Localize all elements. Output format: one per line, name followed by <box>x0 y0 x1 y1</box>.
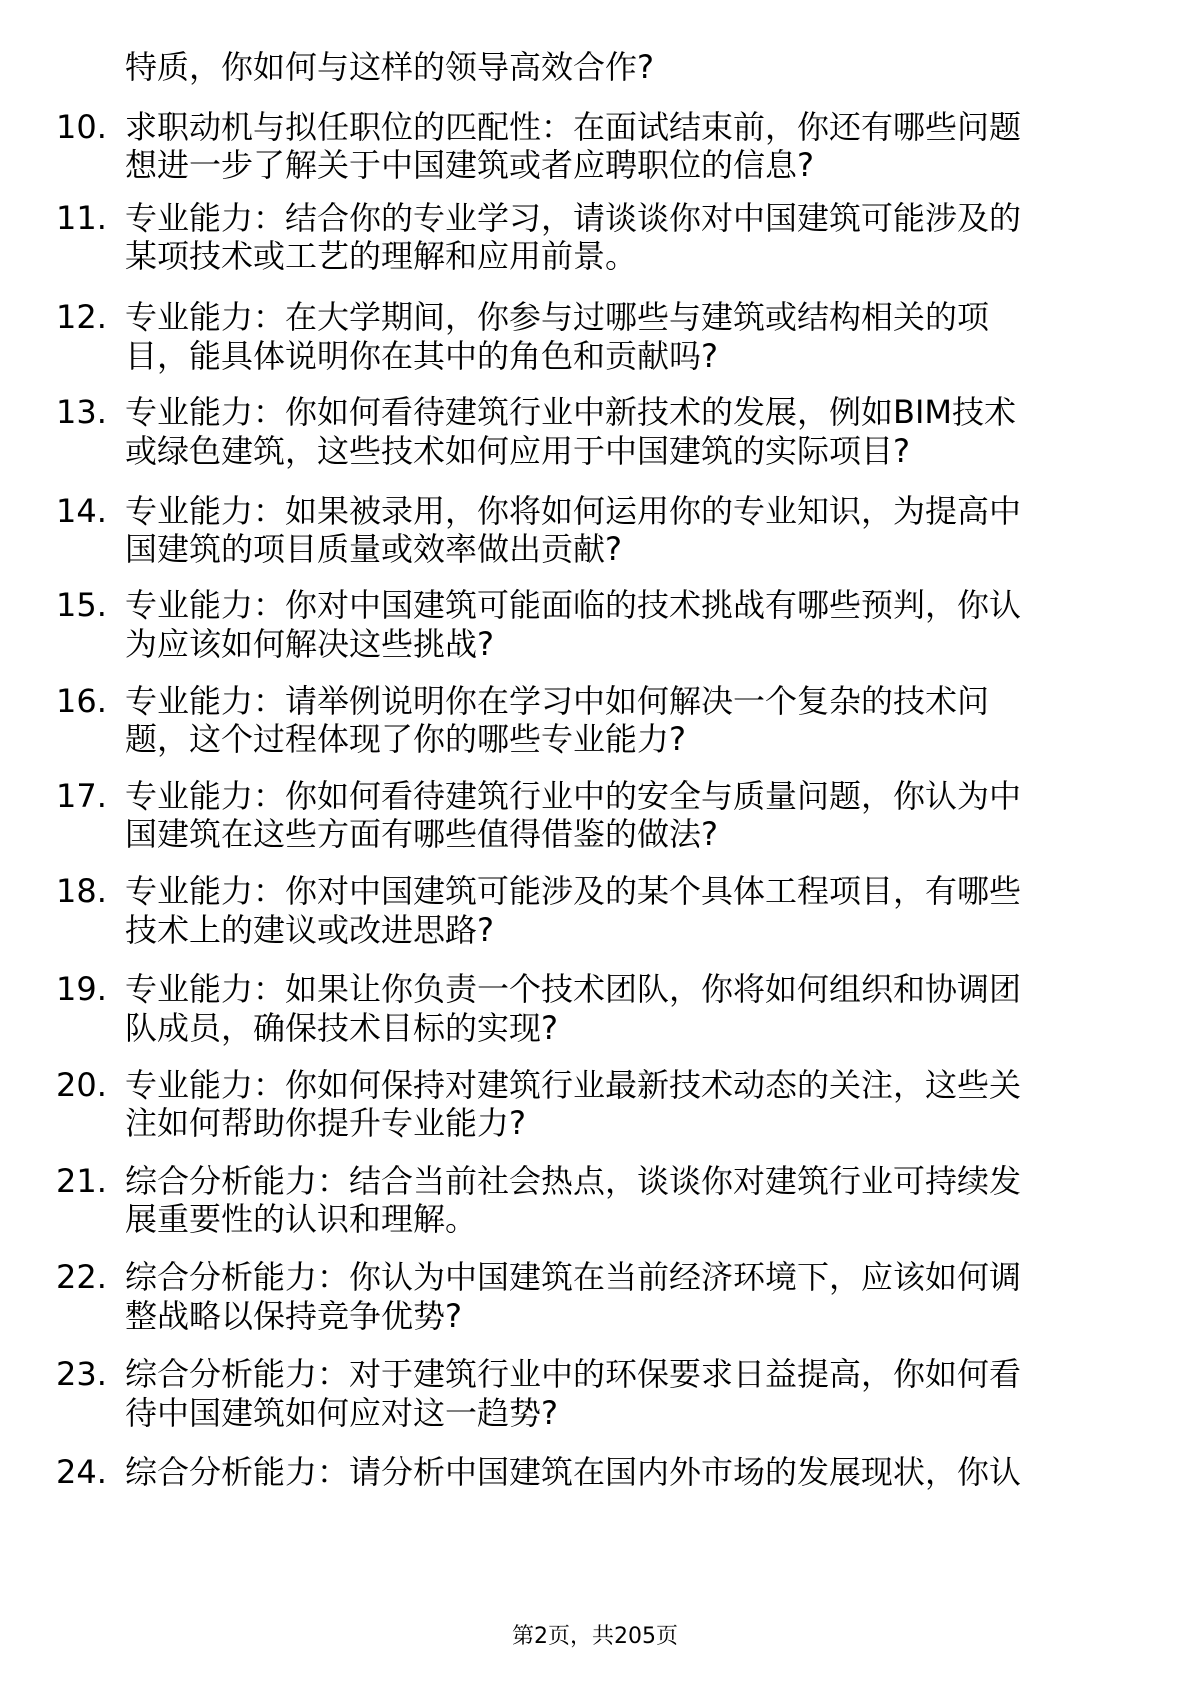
item-line: 国建筑在这些方面有哪些值得借鉴的做法? <box>125 815 718 853</box>
item-line: 综合分析能力：你认为中国建筑在当前经济环境下，应该如何调 <box>125 1258 1022 1296</box>
item-line: 想进一步了解关于中国建筑或者应聘职位的信息? <box>125 146 814 184</box>
item-line: 国建筑的项目质量或效率做出贡献? <box>125 530 622 568</box>
item-number: 15. <box>56 586 107 624</box>
item-line: 或绿色建筑，这些技术如何应用于中国建筑的实际项目? <box>125 432 910 470</box>
item-number: 16. <box>56 682 107 720</box>
item-number: 19. <box>56 970 107 1008</box>
item-line: 题，这个过程体现了你的哪些专业能力? <box>125 720 686 758</box>
item-line: 待中国建筑如何应对这一趋势? <box>125 1394 558 1432</box>
item-line: 注如何帮助你提升专业能力? <box>125 1104 526 1142</box>
item-line: 综合分析能力：结合当前社会热点，谈谈你对建筑行业可持续发 <box>125 1162 1022 1200</box>
item-line: 专业能力：你如何看待建筑行业中新技术的发展，例如BIM技术 <box>125 393 1017 431</box>
item-number: 24. <box>56 1453 107 1491</box>
item-number: 21. <box>56 1162 107 1200</box>
item-line: 为应该如何解决这些挑战? <box>125 625 494 663</box>
item-number: 11. <box>56 199 107 237</box>
item-number: 12. <box>56 298 107 336</box>
item-line: 某项技术或工艺的理解和应用前景。 <box>125 237 638 275</box>
item-number: 10. <box>56 108 107 146</box>
item-number: 20. <box>56 1066 107 1104</box>
item-line: 整战略以保持竞争优势? <box>125 1297 462 1335</box>
item-line: 专业能力：你如何保持对建筑行业最新技术动态的关注，这些关 <box>125 1066 1022 1104</box>
item-line: 专业能力：结合你的专业学习，请谈谈你对中国建筑可能涉及的 <box>125 199 1022 237</box>
item-line: 技术上的建议或改进思路? <box>125 911 494 949</box>
item-number: 18. <box>56 872 107 910</box>
item-line: 专业能力：在大学期间，你参与过哪些与建筑或结构相关的项 <box>125 298 990 336</box>
item-number: 17. <box>56 777 107 815</box>
item-line: 求职动机与拟任职位的匹配性：在面试结束前，你还有哪些问题 <box>125 108 1022 146</box>
item-number: 22. <box>56 1258 107 1296</box>
item-line: 特质，你如何与这样的领导高效合作? <box>125 48 654 86</box>
item-line: 专业能力：你对中国建筑可能面临的技术挑战有哪些预判，你认 <box>125 586 1022 624</box>
item-line: 专业能力：你如何看待建筑行业中的安全与质量问题，你认为中 <box>125 777 1022 815</box>
item-line: 专业能力：如果让你负责一个技术团队，你将如何组织和协调团 <box>125 970 1022 1008</box>
item-line: 目，能具体说明你在其中的角色和贡献吗? <box>125 337 718 375</box>
item-line: 专业能力：如果被录用，你将如何运用你的专业知识，为提高中 <box>125 492 1022 530</box>
item-line: 综合分析能力：请分析中国建筑在国内外市场的发展现状，你认 <box>125 1453 1022 1491</box>
item-number: 13. <box>56 393 107 431</box>
item-number: 14. <box>56 492 107 530</box>
page-footer: 第2页，共205页 <box>512 1624 678 1649</box>
item-line: 队成员，确保技术目标的实现? <box>125 1009 558 1047</box>
item-line: 展重要性的认识和理解。 <box>125 1200 478 1238</box>
item-line: 专业能力：你对中国建筑可能涉及的某个具体工程项目，有哪些 <box>125 872 1022 910</box>
item-line: 综合分析能力：对于建筑行业中的环保要求日益提高，你如何看 <box>125 1355 1022 1393</box>
item-line: 专业能力：请举例说明你在学习中如何解决一个复杂的技术问 <box>125 682 990 720</box>
item-number: 23. <box>56 1355 107 1393</box>
